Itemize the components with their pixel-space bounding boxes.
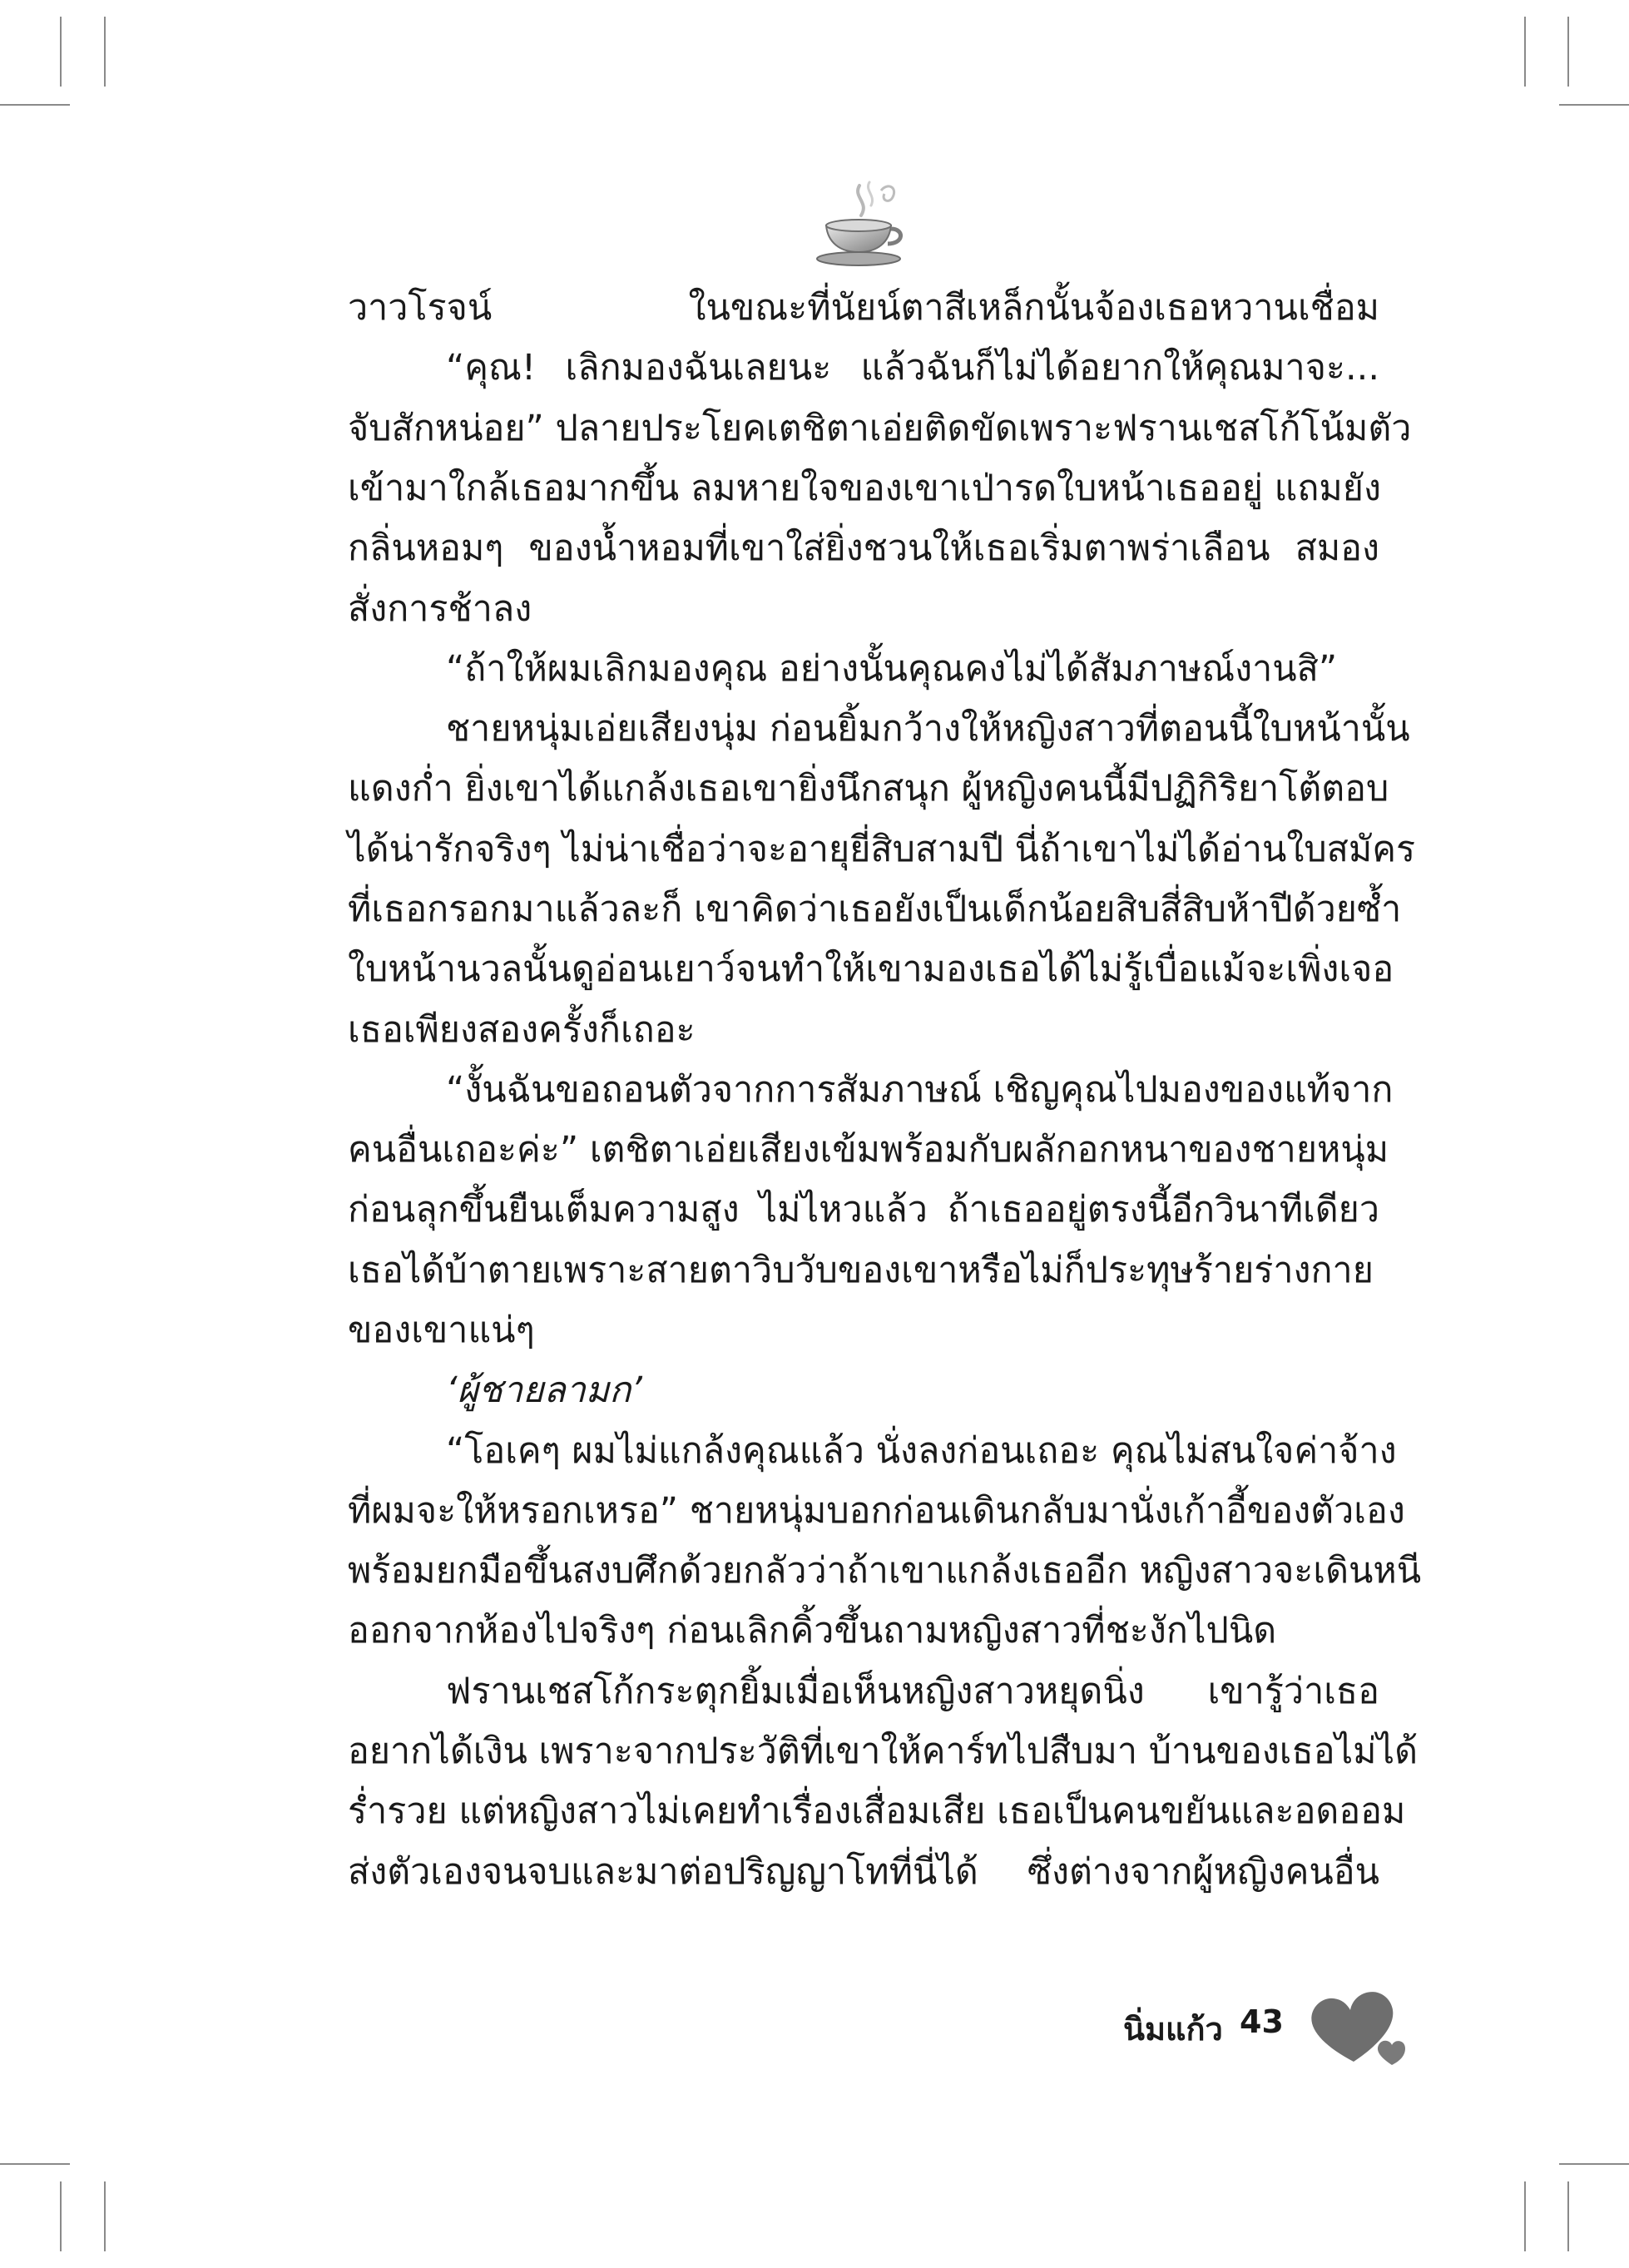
crop-mark xyxy=(1524,17,1526,87)
crop-mark xyxy=(1524,2181,1526,2251)
crop-mark xyxy=(104,2181,106,2251)
text-line: กลิ่นหอมๆ ของน้ำหอมที่เขาใส่ยิ่งชวนให้เธอเริ่มตาพร่าเลือน สมอง xyxy=(348,527,1379,569)
teacup-ornament-icon xyxy=(811,179,911,270)
text-line: พร้อมยกมือขึ้นสงบศึกด้วยกลัวว่าถ้าเขาแกล้งเธออีก หญิงสาวจะเดินหนี xyxy=(348,1550,1422,1592)
text-line: จับสักหน่อย” ปลายประโยคเตชิตาเอ่ยติดขัดเพราะฟรานเชสโก้โน้มตัว xyxy=(348,408,1412,449)
text-line: “ถ้าให้ผมเลิกมองคุณ อย่างนั้นคุณคงไม่ได้สัมภาษณ์งานสิ” xyxy=(446,648,1338,690)
text-line: อยากได้เงิน เพราะจากประวัติที่เขาให้คาร์ทไปสืบมา บ้านของเธอไม่ได้ xyxy=(348,1731,1419,1772)
page-footer xyxy=(1082,1993,1414,2060)
page-number: 43 xyxy=(1240,2003,1284,2040)
crop-mark xyxy=(0,2163,70,2165)
text-line: วาวโรจน์ ในขณะที่นัยน์ตาสีเหล็กนั้นจ้องเธอหวานเชื่อม xyxy=(348,287,1379,329)
crop-mark xyxy=(60,17,62,87)
text-line: ฟรานเชสโก้กระตุกยิ้มเมื่อเห็นหญิงสาวหยุดนิ่ง เขารู้ว่าเธอ xyxy=(446,1671,1379,1712)
crop-mark xyxy=(1559,104,1629,106)
text-line: ที่เธอกรอกมาแล้วละก็ เขาคิดว่าเธอยังเป็นเด็กน้อยสิบสี่สิบห้าปีด้วยซ้ำ xyxy=(348,889,1402,930)
text-line: ที่ผมจะให้หรอกเหรอ” ชายหนุ่มบอกก่อนเดินกลับมานั่งเก้าอี้ของตัวเอง xyxy=(348,1490,1405,1532)
text-line: ส่งตัวเองจนจบและมาต่อปริญญาโทที่นี่ได้ ซึ่งต่างจากผู้หญิงคนอื่น xyxy=(348,1851,1379,1893)
text-line: ร่ำรวย แต่หญิงสาวไม่เคยทำเรื่องเสื่อมเสีย เธอเป็นคนขยันและอดออม xyxy=(348,1790,1406,1832)
text-line: แดงก่ำ ยิ่งเขาได้แกล้งเธอเขายิ่งนึกสนุก ผู้หญิงคนนี้มีปฏิกิริยาโต้ตอบ xyxy=(348,768,1389,810)
text-line: ของเขาแน่ๆ xyxy=(348,1310,535,1351)
text-line: ได้น่ารักจริงๆ ไม่น่าเชื่อว่าจะอายุยี่สิบสามปี นี่ถ้าเขาไม่ได้อ่านใบสมัคร xyxy=(348,829,1416,870)
text-line: ใบหน้านวลนั้นดูอ่อนเยาว์จนทำให้เขามองเธอได้ไม่รู้เบื่อแม้จะเพิ่งเจอ xyxy=(348,948,1394,990)
hearts-icon xyxy=(1302,1985,1410,2068)
text-line: ออกจากห้องไปจริงๆ ก่อนเลิกคิ้วขึ้นถามหญิงสาวที่ชะงักไปนิด xyxy=(348,1610,1277,1651)
crop-mark xyxy=(60,2181,62,2251)
text-line: เข้ามาใกล้เธอมากขึ้น ลมหายใจของเขาเป่ารดใบหน้าเธออยู่ แถมยัง xyxy=(348,468,1381,509)
crop-mark xyxy=(104,17,106,87)
text-line: เธอได้บ้าตายเพราะสายตาวิบวับของเขาหรือไม่ก็ประทุษร้ายร่างกาย xyxy=(348,1250,1374,1291)
text-line: คนอื่นเถอะค่ะ” เตชิตาเอ่ยเสียงเข้มพร้อมกับผลักอกหนาของชายหนุ่ม xyxy=(348,1129,1389,1171)
text-line: ‘ผู้ชายลามก’ xyxy=(446,1369,642,1411)
author-name: นิ่มแก้ว xyxy=(1123,2011,1223,2048)
text-line: ก่อนลุกขึ้นยืนเต็มความสูง ไม่ไหวแล้ว ถ้าเธออยู่ตรงนี้อีกวินาทีเดียว xyxy=(348,1189,1379,1231)
text-line: ชายหนุ่มเอ่ยเสียงนุ่ม ก่อนยิ้มกว้างให้หญิงสาวที่ตอนนี้ใบหน้านั้น xyxy=(446,708,1410,750)
crop-mark xyxy=(1567,17,1569,87)
crop-mark xyxy=(1567,2181,1569,2251)
text-line: “งั้นฉันขอถอนตัวจากการสัมภาษณ์ เชิญคุณไปมองของแท้จาก xyxy=(446,1069,1394,1111)
crop-mark xyxy=(0,104,70,106)
text-line: “คุณ! เลิกมองฉันเลยนะ แล้วฉันก็ไม่ได้อยากให้คุณมาจะ... xyxy=(446,347,1379,389)
crop-mark xyxy=(1559,2163,1629,2165)
text-line: สั่งการช้าลง xyxy=(348,588,532,630)
text-line: “โอเคๆ ผมไม่แกล้งคุณแล้ว นั่งลงก่อนเถอะ คุณไม่สนใจค่าจ้าง xyxy=(446,1430,1397,1472)
text-line: เธอเพียงสองครั้งก็เถอะ xyxy=(348,1009,696,1051)
body-text xyxy=(348,283,1422,1972)
